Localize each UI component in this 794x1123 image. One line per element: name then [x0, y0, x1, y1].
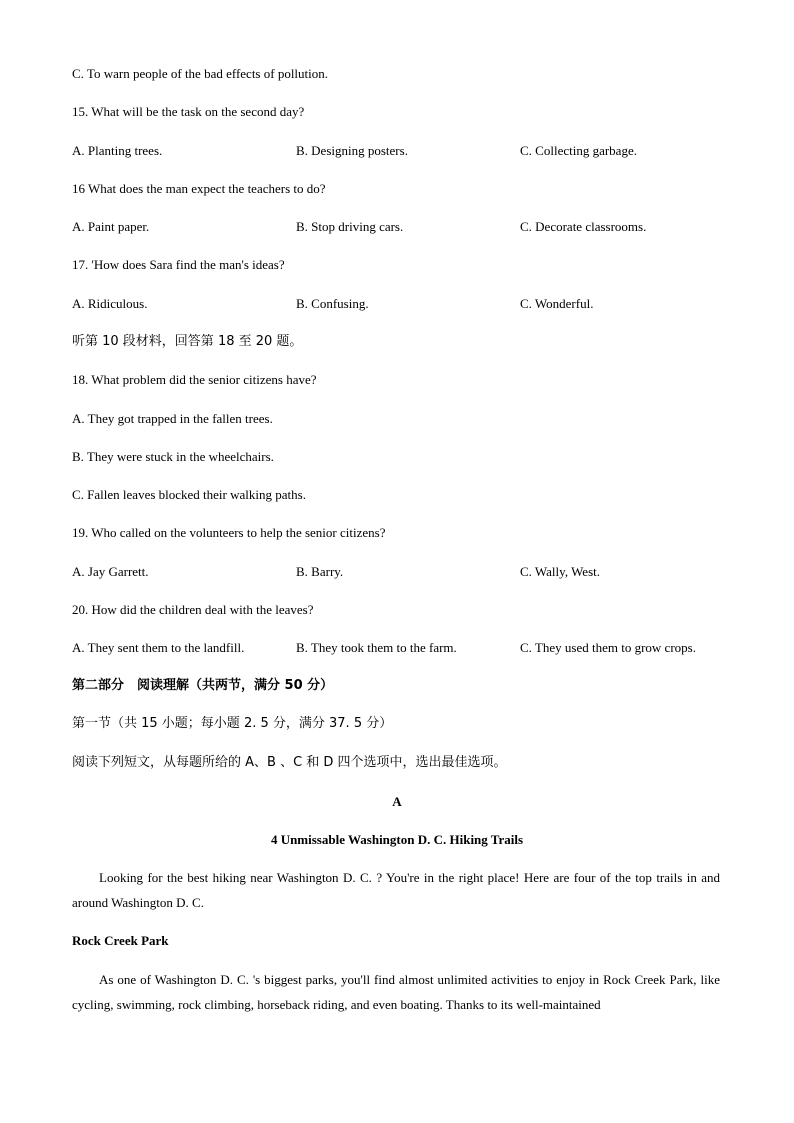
passage-letter: A	[392, 794, 402, 809]
passage-title: 4 Unmissable Washington D. C. Hiking Trails	[270, 832, 524, 847]
question-18: 18. What problem did the senior citizens have?	[72, 372, 317, 387]
option-line: C. To warn people of the bad effects of pollution.	[72, 66, 329, 81]
q20-option-a: A. They sent them to the landfill.	[72, 640, 245, 655]
q17-option-b: B. Confusing.	[296, 296, 369, 311]
q20-option-c: C. They used them to grow crops.	[520, 640, 696, 655]
paragraph-intro: Looking for the best hiking near Washington D. C. ? You're in the right place! Here are four of the top trails in and around Washington D. C.	[72, 870, 720, 910]
question-19: 19. Who called on the volunteers to help the senior citizens?	[72, 525, 386, 540]
q15-option-b: B. Designing posters.	[296, 143, 408, 158]
paragraph-rock-creek: As one of Washington D. C. 's biggest parks, you'll find almost unlimited activities to enjoy in Rock Creek Park, like cycling, swimming, rock climbing, horseback riding, and even boating. Thanks to its well-maintained	[72, 972, 720, 1012]
part-2-heading: 第二部分 阅读理解（共两节，满分 50 分）	[72, 678, 334, 693]
rock-creek-heading: Rock Creek Park	[72, 933, 169, 948]
question-20: 20. How did the children deal with the leaves?	[72, 602, 314, 617]
q15-option-c: C. Collecting garbage.	[520, 143, 637, 158]
q16-option-b: B. Stop driving cars.	[296, 219, 404, 234]
question-17: 17. 'How does Sara find the man's ideas?	[72, 257, 285, 272]
q16-option-c: C. Decorate classrooms.	[520, 219, 647, 234]
section-10-instruction: 听第 10 段材料，回答第 18 至 20 题。	[72, 334, 303, 349]
q17-option-c: C. Wonderful.	[520, 296, 594, 311]
question-15: 15. What will be the task on the second day?	[72, 104, 305, 119]
q18-option-a: A. They got trapped in the fallen trees.	[72, 411, 273, 426]
q18-option-c: C. Fallen leaves blocked their walking paths.	[72, 487, 306, 502]
q15-option-a: A. Planting trees.	[72, 143, 163, 158]
q20-option-b: B. They took them to the farm.	[296, 640, 457, 655]
section-1-heading: 第一节（共 15 小题；每小题 2. 5 分，满分 37. 5 分）	[72, 716, 393, 731]
q17-option-a: A. Ridiculous.	[72, 296, 148, 311]
q19-option-b: B. Barry.	[296, 564, 344, 579]
q18-option-b: B. They were stuck in the wheelchairs.	[72, 449, 274, 464]
question-16: 16 What does the man expect the teachers to do?	[72, 181, 326, 196]
reading-instruction: 阅读下列短文，从每题所给的 A、B 、C 和 D 四个选项中，选出最佳选项。	[72, 755, 507, 770]
q19-option-c: C. Wally, West.	[520, 564, 600, 579]
q19-option-a: A. Jay Garrett.	[72, 564, 149, 579]
q16-option-a: A. Paint paper.	[72, 219, 150, 234]
